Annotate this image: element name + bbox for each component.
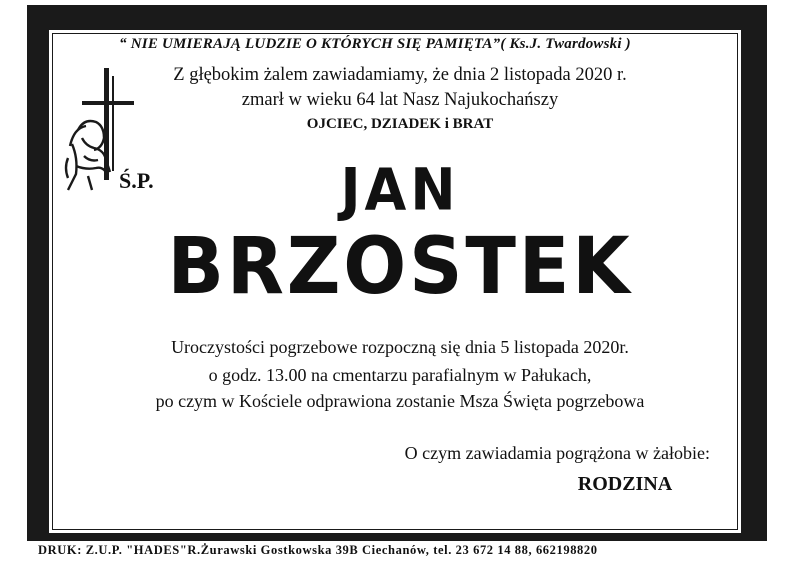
relationship-line: OJCIEC, DZIADEK i BRAT — [306, 116, 494, 132]
praying-figure-icon — [66, 121, 110, 190]
family-signature: RODZINA — [577, 473, 673, 495]
mourning-notice: O czym zawiadamia pogrążona w żałobie: — [404, 443, 710, 463]
sp-label: Ś.P. — [119, 168, 154, 193]
announcement-line-2: zmarł w wieku 64 lat Nasz Najukochańszy — [241, 90, 559, 110]
memorial-quote: “ NIE UMIERAJĄ LUDZIE O KTÓRYCH SIĘ PAMIĘTA”( Ks.J. Twardowski ) — [119, 36, 631, 52]
announcement-line-1: Z głębokim żalem zawiadamiamy, że dnia 2 listopada 2020 r. — [173, 65, 627, 85]
printer-imprint: DRUK: Z.U.P. "HADES"R.Żurawski Gostkowska 39B Ciechanów, tel. 23 672 14 88, 662198820 — [38, 543, 598, 557]
funeral-line-2: o godz. 13.00 na cmentarzu parafialnym w Pałukach, — [208, 365, 592, 385]
deceased-first-name: JAN — [340, 155, 460, 224]
funeral-line-3: po czym w Kościele odprawiona zostanie Msza Święta pogrzebowa — [155, 391, 645, 411]
funeral-line-1: Uroczystości pogrzebowe rozpoczną się dnia 5 listopada 2020r. — [171, 337, 629, 357]
deceased-last-name: BRZOSTEK — [167, 222, 633, 312]
